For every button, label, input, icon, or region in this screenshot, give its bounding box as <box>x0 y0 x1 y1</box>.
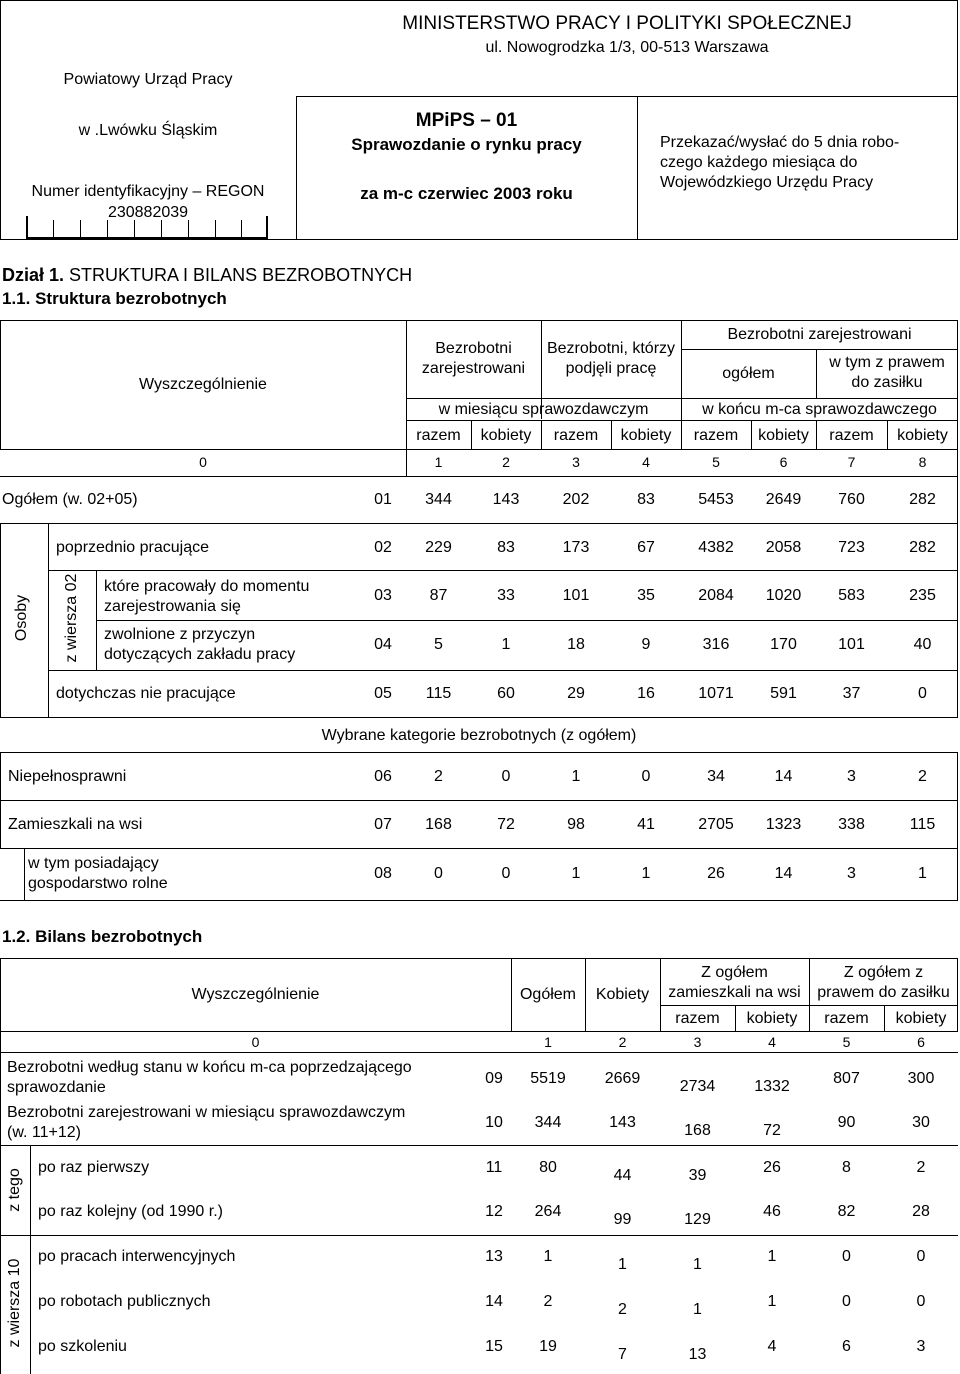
head-women: Kobiety <box>595 986 650 1003</box>
sub-razem: razem <box>416 427 461 444</box>
row-label: po raz pierwszy <box>38 1159 150 1176</box>
cell: 72 <box>497 816 515 833</box>
cell: 282 <box>909 539 936 556</box>
cell: 2669 <box>604 1070 641 1087</box>
cell: 300 <box>907 1070 935 1087</box>
subsection-title-1-1: 1.1. Struktura bezrobotnych <box>2 289 227 308</box>
row-label: Ogółem (w. 02+05) <box>2 491 138 508</box>
form-code: MPiPS – 01 <box>415 110 518 131</box>
cell: 0 <box>434 865 443 882</box>
send-instruction-3: Wojewódzkiego Urzędu Pracy <box>660 174 874 191</box>
cell: 338 <box>838 816 865 833</box>
cell: 82 <box>837 1203 856 1220</box>
head-benefit-1: w tym z prawem <box>829 354 945 371</box>
cell: 0 <box>842 1293 851 1310</box>
cell: 229 <box>425 539 452 556</box>
col-num: 4 <box>642 454 650 470</box>
head-rural-2: zamieszkali na wsi <box>668 984 801 1001</box>
cell: 26 <box>763 1159 781 1176</box>
head-benefit-2: do zasiłku <box>851 374 923 391</box>
head-description: Wyszczególnienie <box>139 376 267 393</box>
cell: 1323 <box>765 816 802 833</box>
cell: 1 <box>767 1293 777 1310</box>
cell: 16 <box>637 685 655 702</box>
cell: 143 <box>492 491 520 508</box>
cell: 344 <box>534 1114 562 1131</box>
row-number: 06 <box>374 768 392 785</box>
cell: 41 <box>637 816 655 833</box>
form-title: Sprawozdanie o rynku pracy <box>351 135 582 154</box>
sub-kobiety: kobiety <box>897 427 948 444</box>
row-label: w tym posiadający <box>28 855 159 872</box>
cell: 170 <box>770 636 797 653</box>
col-num: 1 <box>544 1034 552 1050</box>
cell: 40 <box>913 636 932 653</box>
head-benefit-2: prawem do zasiłku <box>817 984 950 1001</box>
office-name: Powiatowy Urząd Pracy <box>63 71 233 88</box>
cell: 1 <box>693 1256 702 1273</box>
cell: 1 <box>543 1248 553 1265</box>
cell: 80 <box>539 1159 557 1176</box>
cell: 2 <box>916 1159 926 1176</box>
sub-kobiety: kobiety <box>895 1010 947 1027</box>
office-location: w .Lwówku Śląskim <box>78 122 218 139</box>
cell: 90 <box>837 1114 856 1131</box>
cell: 202 <box>562 491 590 508</box>
ministry-name: MINISTERSTWO PRACY I POLITYKI SPOŁECZNEJ <box>402 13 852 34</box>
cell: 282 <box>909 491 936 508</box>
section-title <box>2 265 412 286</box>
row-label: Bezrobotni zarejestrowani w miesiącu sprawozdawczym <box>7 1104 406 1121</box>
cell: 0 <box>916 1248 926 1265</box>
z-tego-label: z tego <box>6 1168 23 1212</box>
cell: 3 <box>847 768 856 785</box>
row-number: 10 <box>485 1114 503 1131</box>
col-num: 2 <box>502 454 510 470</box>
cell: 2 <box>434 768 443 785</box>
cell: 168 <box>425 816 452 833</box>
cell: 264 <box>534 1203 562 1220</box>
cell: 3 <box>916 1338 926 1355</box>
row-number: 08 <box>374 865 392 882</box>
cell: 0 <box>918 685 927 702</box>
cell: 807 <box>833 1070 860 1087</box>
cell: 34 <box>707 768 725 785</box>
selected-categories-title: Wybrane kategorie bezrobotnych (z ogółem) <box>321 727 637 744</box>
row-label: które pracowały do momentu <box>104 578 310 595</box>
row-label: po szkoleniu <box>38 1338 127 1355</box>
head-rural-1: Z ogółem <box>701 964 768 981</box>
col-num: 7 <box>847 454 856 470</box>
cell: 2649 <box>765 491 802 508</box>
head-registered-2: zarejestrowani <box>421 360 526 377</box>
sub-kobiety: kobiety <box>758 427 809 444</box>
row-label: zarejestrowania się <box>104 598 241 615</box>
col-num: 6 <box>779 454 788 470</box>
head-total: ogółem <box>722 365 775 382</box>
report-period: za m-c czerwiec 2003 roku <box>360 184 573 203</box>
cell: 344 <box>425 491 452 508</box>
sub-razem: razem <box>824 1010 869 1027</box>
cell: 1 <box>571 865 581 882</box>
col-num: 6 <box>917 1034 925 1050</box>
col-num: 3 <box>693 1034 702 1050</box>
ministry-address: ul. Nowogrodzka 1/3, 00-513 Warszawa <box>485 39 769 56</box>
row-label: dotyczących zakładu pracy <box>104 646 296 663</box>
cell: 67 <box>637 539 655 556</box>
cell: 583 <box>838 587 865 604</box>
cell: 2058 <box>765 539 802 556</box>
cell: 29 <box>567 685 585 702</box>
subsection-title-1-2: 1.2. Bilans bezrobotnych <box>2 927 203 946</box>
col-num: 1 <box>434 454 443 470</box>
col-num: 3 <box>572 454 580 470</box>
cell: 98 <box>567 816 585 833</box>
cell: 1 <box>501 636 511 653</box>
head-benefit-1: Z ogółem z <box>843 964 924 981</box>
row-label: po raz kolejny (od 1990 r.) <box>38 1203 223 1220</box>
cell: 0 <box>501 768 511 785</box>
head-in-month: w miesiącu sprawozdawczym <box>438 401 649 418</box>
cell: 72 <box>763 1122 781 1139</box>
head-registered-top: Bezrobotni zarejestrowani <box>727 326 912 343</box>
col-num: 0 <box>199 454 207 470</box>
cell: 19 <box>539 1338 557 1355</box>
row-number: 07 <box>374 816 392 833</box>
cell: 760 <box>838 491 865 508</box>
row-label: gospodarstwo rolne <box>28 875 168 892</box>
cell: 30 <box>912 1114 930 1131</box>
row-number: 03 <box>374 587 392 604</box>
row-label: poprzednio pracujące <box>56 539 209 556</box>
cell: 316 <box>702 636 730 653</box>
cell: 1 <box>767 1248 777 1265</box>
cell: 101 <box>838 636 865 653</box>
section-title-text: STRUKTURA I BILANS BEZROBOTNYCH <box>64 265 413 285</box>
col-num: 2 <box>618 1034 627 1050</box>
cell: 143 <box>609 1114 636 1131</box>
cell: 9 <box>641 636 651 653</box>
cell: 6 <box>842 1338 851 1355</box>
cell: 2 <box>543 1293 553 1310</box>
cell: 101 <box>562 587 590 604</box>
cell: 33 <box>497 587 515 604</box>
row-number: 02 <box>374 539 392 556</box>
cell: 168 <box>684 1122 711 1139</box>
cell: 5519 <box>530 1070 566 1087</box>
row-number: 04 <box>374 636 392 653</box>
head-registered-1: Bezrobotni <box>435 340 512 357</box>
section-title-prefix: Dział 1. <box>2 265 65 285</box>
row-number: 09 <box>485 1070 503 1087</box>
cell: 1 <box>618 1256 627 1273</box>
sub-kobiety: kobiety <box>480 427 532 444</box>
cell: 26 <box>707 865 725 882</box>
cell: 129 <box>684 1211 711 1228</box>
head-took-job-1: Bezrobotni, którzy <box>546 340 676 357</box>
col-num: 5 <box>712 454 720 470</box>
cell: 0 <box>641 768 651 785</box>
cell: 44 <box>613 1167 632 1184</box>
row-label: po robotach publicznych <box>38 1293 211 1310</box>
cell: 4 <box>767 1338 777 1355</box>
cell: 1 <box>571 768 581 785</box>
row-number: 12 <box>485 1203 503 1220</box>
cell: 1 <box>641 865 651 882</box>
cell: 1071 <box>698 685 734 702</box>
cell: 0 <box>842 1248 851 1265</box>
cell: 4382 <box>698 539 734 556</box>
send-instruction-2: czego każdego miesiąca do <box>660 154 858 171</box>
head-took-job-2: podjęli pracę <box>565 360 657 377</box>
cell: 115 <box>909 816 936 833</box>
cell: 60 <box>497 685 515 702</box>
head-description: Wyszczególnienie <box>191 986 320 1003</box>
sub-razem: razem <box>693 427 739 444</box>
cell: 8 <box>842 1159 851 1176</box>
row-number: 11 <box>485 1159 503 1176</box>
sub-razem: razem <box>553 427 599 444</box>
cell: 5 <box>434 636 443 653</box>
cell: 5453 <box>698 491 734 508</box>
cell: 0 <box>916 1293 926 1310</box>
cell: 3 <box>847 865 856 882</box>
sub-razem: razem <box>675 1010 720 1027</box>
sub-kobiety: kobiety <box>620 427 672 444</box>
cell: 46 <box>763 1203 781 1220</box>
cell: 591 <box>770 685 797 702</box>
cell: 115 <box>425 685 452 702</box>
regon-number: 230882039 <box>107 204 189 221</box>
row-label: Bezrobotni według stanu w końcu m-ca poprzedzającego <box>7 1059 412 1076</box>
cell: 0 <box>501 865 511 882</box>
col-num: 5 <box>842 1034 851 1050</box>
cell: 37 <box>842 685 861 702</box>
col-num: 8 <box>918 454 927 470</box>
cell: 723 <box>838 539 865 556</box>
col-num: 4 <box>768 1034 776 1050</box>
row-number: 01 <box>374 491 392 508</box>
col-num: 0 <box>251 1034 260 1050</box>
cell: 2 <box>618 1301 627 1318</box>
row-label: po pracach interwencyjnych <box>38 1248 236 1265</box>
cell: 1 <box>693 1301 702 1318</box>
row-label: zwolnione z przyczyn <box>104 626 256 643</box>
cell: 83 <box>637 491 655 508</box>
z-wiersza-10-label: z wiersza 10 <box>6 1258 23 1348</box>
cell: 2084 <box>698 587 734 604</box>
row-label: Niepełnosprawni <box>8 768 127 785</box>
cell: 28 <box>912 1203 930 1220</box>
cell: 2 <box>918 768 927 785</box>
cell: 14 <box>774 768 793 785</box>
row-label: Zamieszkali na wsi <box>8 816 143 833</box>
cell: 14 <box>774 865 793 882</box>
row-label: sprawozdanie <box>7 1079 106 1096</box>
z-wiersza-02-label: z wiersza 02 <box>63 573 80 663</box>
row-number: 14 <box>485 1293 503 1310</box>
regon-label: Numer identyfikacyjny – REGON <box>31 183 265 200</box>
cell: 35 <box>637 587 655 604</box>
cell: 1 <box>918 865 927 882</box>
head-total: Ogółem <box>519 986 577 1003</box>
row-number: 05 <box>374 685 392 702</box>
sub-kobiety: kobiety <box>746 1010 798 1027</box>
cell: 2734 <box>679 1078 716 1095</box>
cell: 87 <box>429 587 448 604</box>
cell: 7 <box>618 1346 627 1363</box>
sub-razem: razem <box>829 427 874 444</box>
row-number: 15 <box>485 1338 503 1355</box>
cell: 173 <box>562 539 590 556</box>
row-label: (w. 11+12) <box>7 1124 81 1141</box>
cell: 99 <box>613 1211 632 1228</box>
cell: 39 <box>688 1167 707 1184</box>
cell: 18 <box>567 636 585 653</box>
cell: 1020 <box>765 587 802 604</box>
row-label: dotychczas nie pracujące <box>56 685 236 702</box>
cell: 83 <box>497 539 515 556</box>
cell: 13 <box>688 1346 707 1363</box>
head-end-month: w końcu m-ca sprawozdawczego <box>702 401 937 418</box>
cell: 2705 <box>698 816 734 833</box>
cell: 1332 <box>754 1078 790 1095</box>
cell: 235 <box>909 587 936 604</box>
osoby-label: Osoby <box>13 594 30 642</box>
send-instruction-1: Przekazać/wysłać do 5 dnia robo- <box>660 134 900 151</box>
row-number: 13 <box>485 1248 503 1265</box>
